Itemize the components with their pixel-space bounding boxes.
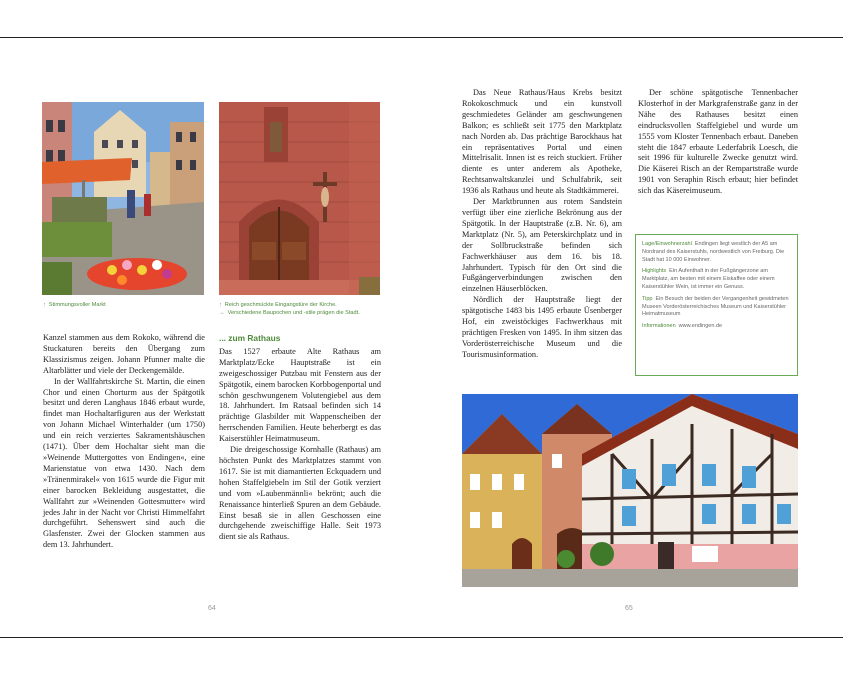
paragraph: Die dreigeschossige Kornhalle (Rathaus) am höchsten Punkt des Marktplatzes stammt von 1617. Sie ist mit diamantierten Eckquadern und hohen Staffelgiebeln im Stil der Gotik verziert und vom »Laubenmännli« bekrönt; auch die Renaissance hinterließ Spuren an dem Gebäude. Einst besaß sie in allen Geschossen eine durchgehende zweischiffige Halle. Seit 1973 dient sie als Rathaus. [219, 445, 381, 542]
paragraph: Nördlich der Hauptstraße liegt der spätgotische 1483 bis 1495 erbaute Üsenberger Hof, ein zweistöckiges Fachwerkhaus mit prächtigen Fresken von 1495. In ihm sitzen das Vorderösterreichische Museum und die Tourismusinformation. [462, 295, 622, 359]
arrow-up-icon: ↑ [219, 302, 222, 308]
market-caption [43, 301, 203, 309]
paragraph: Das Neue Rathaus/Haus Krebs besitzt Rokokoschmuck und ein kunstvoll geschmiedetes Geländer am geschwungenen Balkon; es schließt seit 1775 den Marktplatz nach Norden ab. Das prächtige Barockhaus hat ein repräsentatives Portal und einen Mittelrisalit. Innen ist es reich stuckiert. Früher diente es unter anderem als Apotheke, Rechtsanwaltskanzlei und Schulfabrik, seit 1936 als Rathaus und heute als Stadtkämmerei. [462, 88, 622, 196]
left-column-2 [219, 333, 381, 543]
market-caption-text: Stimmungsvoller Markt [48, 302, 106, 308]
page-number-right: 65 [625, 605, 633, 612]
section-heading: ... zum Rathaus [219, 333, 281, 343]
arrow-right-icon: → [219, 310, 225, 316]
half-timbered-houses-photo [462, 394, 798, 587]
info-text: Endingen liegt westlich der A5 am Nordrand des Kaiserstuhls, nordwestlich von Freiburg. Die Stadt hat 10 000 Einwohner. [642, 241, 785, 263]
arrow-up-icon: ↑ [43, 302, 46, 308]
paragraph: Kanzel stammen aus dem Rokoko, während die Stuckaturen bereits den Übergang zum Klassizismus zeigen. Johann Pfunner malte die Altarblätter und viele der Deckengemälde. [43, 333, 205, 375]
info-label: Highlights [642, 268, 667, 275]
church-caption-line1: Reich geschmückte Eingangstüre der Kirche. [224, 302, 337, 308]
info-label: Tipp [642, 295, 653, 302]
paragraph: In der Wallfahrtskirche St. Martin, die einen Chor und einen Chorturm aus der Spätgotik besitzt und deren Langhaus 1846 erbaut wurde, findet man Hochaltarfiguren aus der Werkstatt von Johann Michael Winterhalder (um 1750) und ein reich verziertes Sakramentshäuschen (1471). Über dem Hochaltar sieht man die »Weinende Muttergottes von Endingen«, eine Marienstatue von etwa 1430. Nach dem »Tränenmirakel« von 1615 wurde die Figur mit einer barocken Bekleidung ausgestattet, die Wallfahrt zur »Weinenden Gottesmutter« wird jedes Jahr in der Nacht vor Christi Himmelfahrt durchgeführt. Sehenswert sind auch die Glasfenster. Zwei der Glocken stammen aus dem 13. Jahrhundert. [43, 376, 205, 550]
page-number-left: 64 [208, 605, 216, 612]
paragraph: Der schöne spätgotische Tennenbacher Klosterhof in der Markgrafenstraße ganz in der Nähe des Rathauses besitzt einen eindrucksvollen Staffelgiebel und wurde um 1555 vom Kloster Tennenbach erbaut. Daneben steht die 1847 erbaute Lederfabrik Loesch, die seit 1996 für kulturelle Zwecke genutzt wird. Die Käserei Risch an der Rempartstraße wurde 1901 von Seraphin Risch erbaut; hier befindet sich das Käsereimuseum. [638, 88, 798, 196]
market-photo [42, 102, 204, 295]
info-box [635, 234, 798, 376]
right-column-1 [462, 88, 622, 361]
church-caption-line2: Verschiedene Baupochen und -stile prägen die Stadt. [227, 310, 360, 316]
info-tipp [642, 296, 791, 319]
info-label: Lage/Einwohnerzahl [642, 241, 692, 247]
right-column-2 [638, 88, 798, 197]
info-lage [642, 241, 791, 264]
paragraph: Der Marktbrunnen aus rotem Sandstein verfügt über eine zierliche Bekrönung aus der Spätgotik. In der Hauptstraße (z.B. Nr. 6), am Marktplatz (Nr. 5), am Peterskirchplatz und in der Sollbruckstraße befinden sich Fachwerkhäuser aus dem 16. bis 18. Jahrhundert. Typisch für den Ort sind die Fußgängerverbindungen zwischen den einzelnen Häuserblöcken. [462, 197, 622, 294]
church-door-photo [219, 102, 380, 295]
church-caption [219, 301, 389, 317]
info-informationen [642, 323, 791, 331]
paragraph: Das 1527 erbaute Alte Rathaus am Marktplatz/Ecke Hauptstraße ist ein zweigeschossiger Putzbau mit Fenstern aus der Spätgotik, einem barocken Korbbogenportal und schön geschwungenem Volutengiebel aus dem 18. Jahrhundert. Im Ratsaal befinden sich 14 prächtige Glasbilder mit Wappenscheiben der herrschenden Familien. Heute beherbergt es das Kaiserstühler Heimatmuseum. [219, 346, 381, 444]
info-text: Ein Besuch der beiden der Vergangenheit gewidmeten Museen Vorderösterreichisches Museum und Kaiserstühler Heimatmuseum [642, 295, 789, 318]
info-highlights [642, 268, 791, 291]
left-column-1 [43, 333, 205, 551]
info-text: Ein Aufenthalt in der Fußgängerzone am Marktplatz, am besten mit einem Eiskaffee oder einem Kaiserstühler Wein, ist immer ein Genuss. [642, 268, 775, 290]
info-link: www.endingen.de [678, 323, 723, 330]
info-label: Informationen [642, 323, 676, 330]
